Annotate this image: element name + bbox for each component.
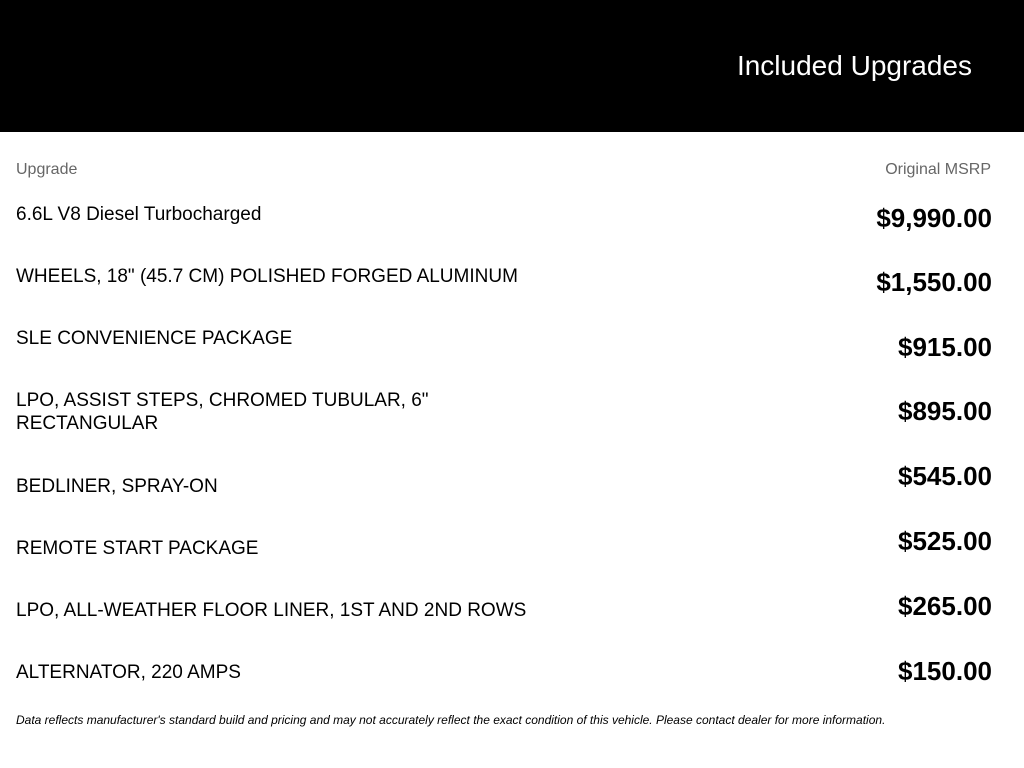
upgrade-price: $545.00 — [898, 461, 992, 491]
upgrade-price: $1,550.00 — [876, 267, 992, 297]
column-header-msrp: Original MSRP — [885, 161, 991, 178]
list-item — [16, 637, 992, 699]
upgrade-name: REMOTE START PACKAGE — [16, 538, 259, 559]
list-item — [16, 575, 992, 637]
list-item — [16, 513, 992, 575]
upgrade-name: BEDLINER, SPRAY-ON — [16, 476, 218, 497]
upgrade-name: 6.6L V8 Diesel Turbocharged — [16, 204, 262, 225]
upgrade-price: $9,990.00 — [876, 203, 992, 233]
upgrade-price: $915.00 — [898, 332, 992, 362]
upgrade-price: $525.00 — [898, 526, 992, 556]
upgrade-name: LPO, ALL-WEATHER FLOOR LINER, 1ST AND 2ND ROWS — [16, 600, 527, 621]
disclaimer: Data reflects manufacturer's standard build and pricing and may not accurately reflect the exact condition of this vehicle. Please contact dealer for more information. — [16, 713, 886, 727]
page-header — [0, 0, 1024, 132]
upgrade-name: SLE CONVENIENCE PACKAGE — [16, 328, 293, 349]
upgrade-name: WHEELS, 18" (45.7 CM) POLISHED FORGED ALUMINUM — [16, 266, 518, 287]
page-title: Included Upgrades — [736, 50, 972, 81]
column-header-upgrade: Upgrade — [16, 161, 78, 178]
upgrade-price: $895.00 — [898, 396, 992, 426]
list-item — [16, 203, 992, 265]
list-item — [16, 265, 992, 327]
upgrade-name: LPO, ASSIST STEPS, CHROMED TUBULAR, 6" RECTANGULAR — [16, 390, 429, 434]
upgrade-name: ALTERNATOR, 220 AMPS — [16, 662, 241, 683]
upgrade-price: $150.00 — [898, 656, 992, 686]
list-item — [16, 327, 992, 389]
upgrade-price: $265.00 — [898, 591, 992, 621]
list-item — [16, 451, 992, 513]
list-item — [16, 389, 992, 451]
